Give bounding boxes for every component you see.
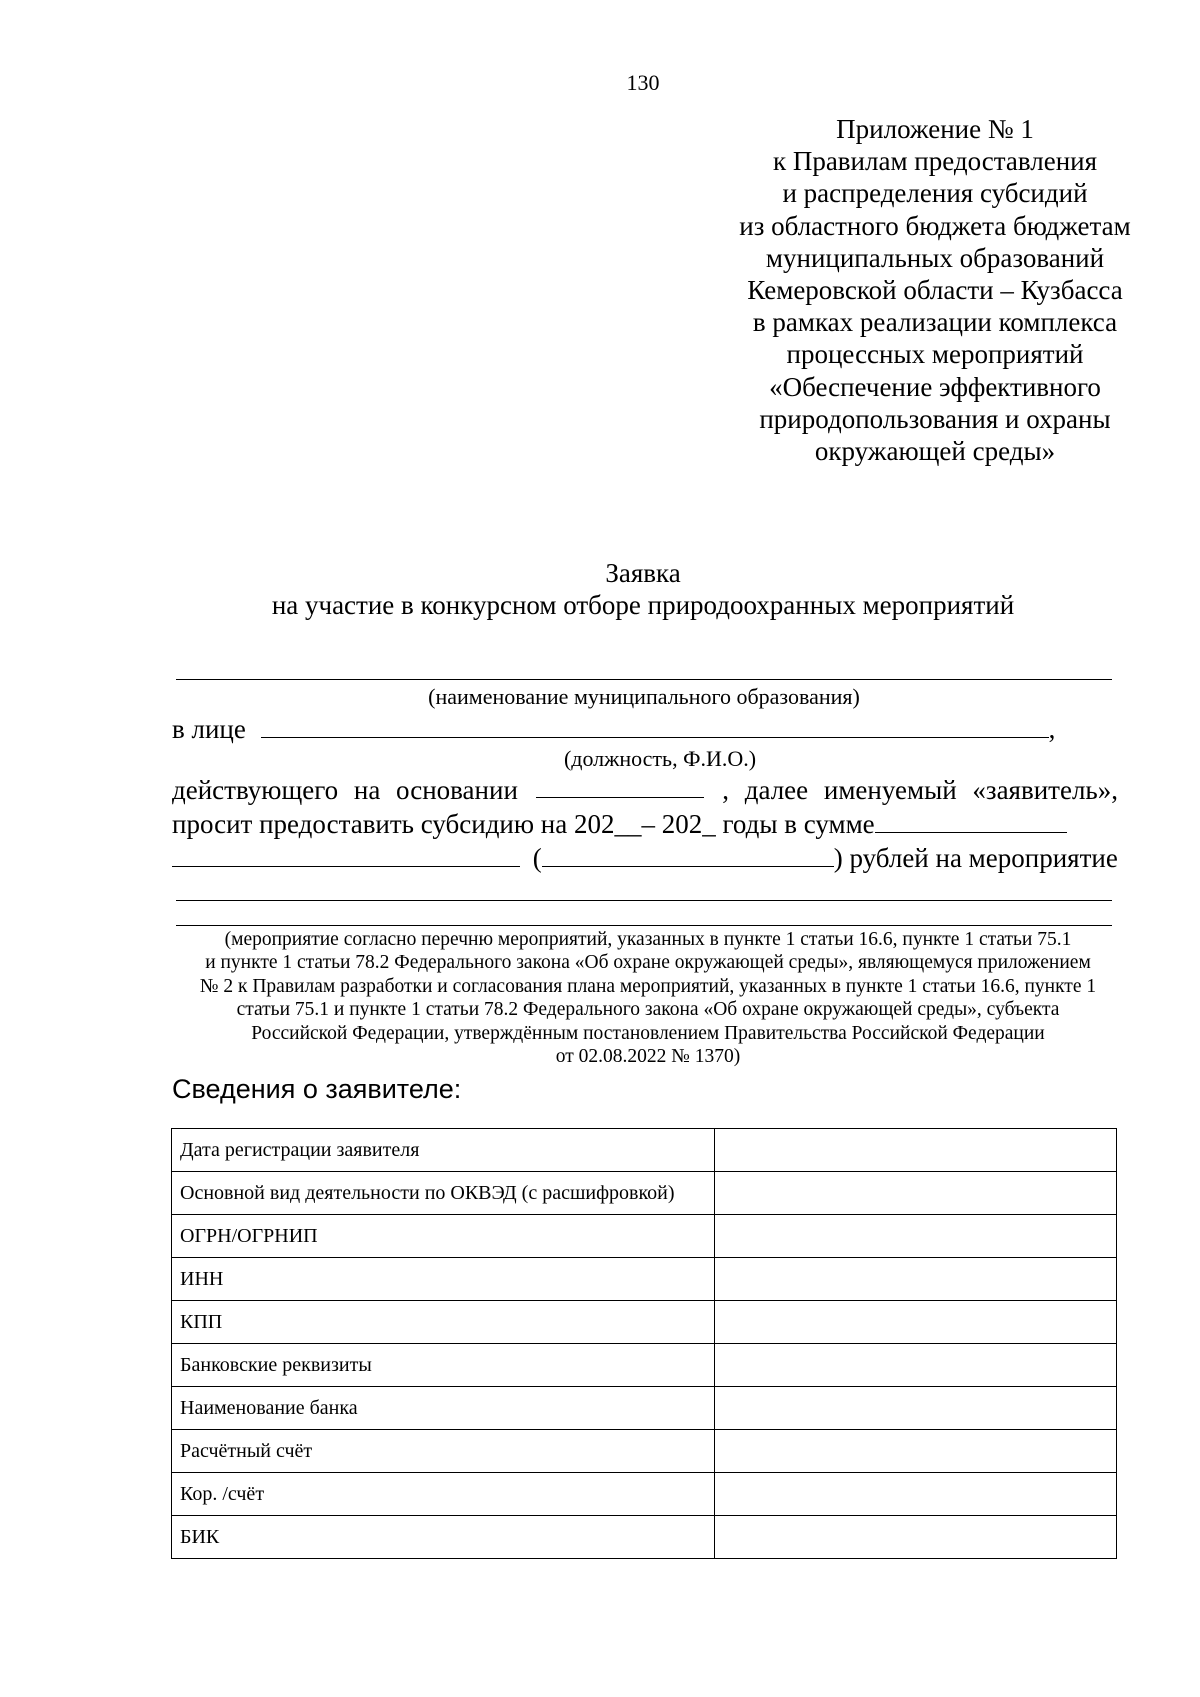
field-label: Наименование банка	[172, 1387, 715, 1430]
field-label: КПП	[172, 1301, 715, 1344]
request-line	[172, 809, 1067, 840]
field-value-cell[interactable]	[715, 1172, 1117, 1215]
appendix-line: окружающей среды»	[814, 436, 1056, 467]
table-row	[172, 1172, 1117, 1215]
applicant-info-table	[171, 1128, 1117, 1559]
field-value-cell[interactable]	[715, 1215, 1117, 1258]
in-person-blank[interactable]	[261, 715, 1049, 738]
field-value-cell[interactable]	[715, 1473, 1117, 1516]
appendix-header	[660, 113, 1200, 467]
field-label: ИНН	[172, 1258, 715, 1301]
note-line: № 2 к Правилам разработки и согласования плана мероприятий, указанных в пункте 1 статьи 16.6, пункте 1	[199, 975, 1097, 997]
document-subtitle: на участие в конкурсном отборе природоохранных мероприятий	[271, 590, 1015, 620]
amount-blank[interactable]	[875, 810, 1067, 833]
field-value-cell[interactable]	[715, 1516, 1117, 1559]
table-row	[172, 1473, 1117, 1516]
note-line: и пункте 1 статьи 78.2 Федерального закона «Об охране окружающей среды», являющемуся приложением	[205, 952, 1091, 974]
appendix-line: Кемеровской области – Кузбасса	[747, 275, 1123, 306]
note-line: статьи 75.1 и пункте 1 статьи 78.2 Федерального закона «Об охране окружающей среды», субъекта	[236, 999, 1060, 1021]
position-caption: (должность, Ф.И.О.)	[563, 746, 757, 771]
table-row	[172, 1129, 1117, 1172]
request-text: просит предоставить субсидию на 202__– 202_ годы в сумме	[172, 809, 875, 839]
appendix-line: в рамках реализации комплекса	[752, 307, 1118, 338]
table-row	[172, 1516, 1117, 1559]
appendix-line: муниципальных образований	[765, 242, 1105, 273]
appendix-line: к Правилам предоставления	[772, 146, 1098, 177]
field-value-cell[interactable]	[715, 1301, 1117, 1344]
activity-blank-line-1[interactable]	[176, 900, 1112, 901]
field-label: Кор. /счёт	[172, 1473, 715, 1516]
appendix-line: и распределения субсидий	[782, 178, 1088, 209]
acting-basis-tail: , далее именуемый «заявитель»,	[722, 775, 1118, 805]
appendix-line: Приложение № 1	[836, 114, 1034, 144]
municipality-blank-line[interactable]	[176, 679, 1112, 680]
field-label: Дата регистрации заявителя	[172, 1129, 715, 1172]
page-number: 130	[626, 70, 660, 95]
field-value-cell[interactable]	[715, 1430, 1117, 1473]
open-paren: (	[532, 843, 542, 873]
acting-basis-label: действующего на основании	[172, 775, 518, 805]
appendix-line: «Обеспечение эффективного	[769, 371, 1101, 402]
table-row	[172, 1301, 1117, 1344]
note-line: Российской Федерации, утверждённым постановлением Правительства Российской Федерации	[251, 1022, 1045, 1044]
acting-basis-line	[172, 775, 1118, 806]
amount-words-line	[172, 843, 1118, 874]
field-label: Расчётный счёт	[172, 1430, 715, 1473]
document-title: Заявка	[605, 558, 681, 588]
field-value-cell[interactable]	[715, 1387, 1117, 1430]
basis-blank[interactable]	[536, 775, 704, 798]
municipality-caption: (наименование муниципального образования)	[428, 684, 860, 709]
table-row	[172, 1215, 1117, 1258]
appendix-line: из областного бюджета бюджетам	[739, 210, 1131, 241]
comma: ,	[1048, 714, 1056, 744]
table-row	[172, 1387, 1117, 1430]
field-value-cell[interactable]	[715, 1129, 1117, 1172]
note-line: (мероприятие согласно перечню мероприятий, указанных в пункте 1 статьи 16.6, пункте 1 статьи 75.1	[224, 929, 1072, 950]
note-line: от 02.08.2022 № 1370)	[555, 1046, 741, 1068]
field-label: БИК	[172, 1516, 715, 1559]
table-row	[172, 1344, 1117, 1387]
amount-number-blank[interactable]	[172, 844, 520, 867]
amount-words-blank[interactable]	[542, 844, 834, 867]
appendix-line: природопользования и охраны	[759, 403, 1111, 434]
field-value-cell[interactable]	[715, 1258, 1117, 1301]
field-label: ОГРН/ОГРНИП	[172, 1215, 715, 1258]
in-person-label: в лице	[172, 714, 246, 744]
field-label: Основной вид деятельности по ОКВЭД (с расшифровкой)	[172, 1172, 715, 1215]
field-label: Банковские реквизиты	[172, 1344, 715, 1387]
activity-blank-line-2[interactable]	[176, 925, 1112, 926]
in-person-line	[172, 714, 1055, 745]
field-value-cell[interactable]	[715, 1344, 1117, 1387]
activity-note	[168, 928, 1128, 1068]
table-row	[172, 1258, 1117, 1301]
rubles-text: ) рублей на мероприятие	[833, 843, 1118, 873]
table-row	[172, 1430, 1117, 1473]
appendix-line: процессных мероприятий	[786, 339, 1084, 370]
section-heading: Сведения о заявителе:	[172, 1074, 462, 1104]
